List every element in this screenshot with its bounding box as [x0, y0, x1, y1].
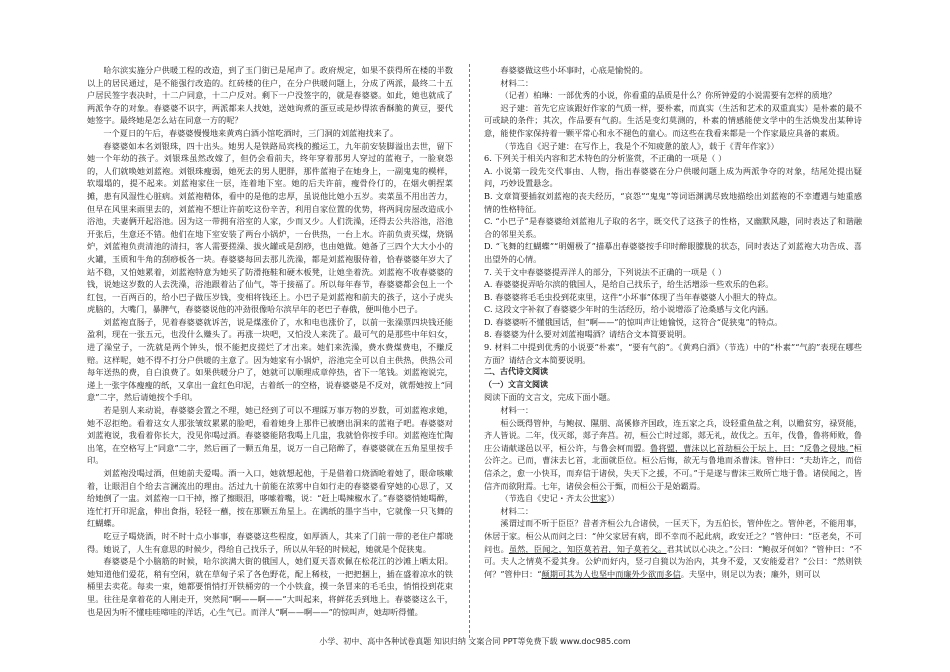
option: C. 这段文字补叙了春婆婆少年时的生活经历，给小说增添了沧桑感与文化内涵。	[484, 304, 774, 315]
underlined-sentence: 虽然，臣闻之，知臣莫若君，知子莫若父。	[508, 543, 667, 554]
page-footer: 小学、初中、高中各种试卷真题 知识归纳 文案合同 PPT等免费下载 www.doc985.com	[319, 637, 631, 646]
option: B. 文章简要插叙刘蓝袍的丧夫经历，“哀怨”“鬼鬼”等词语渊满尽致地描绘出刘蓝袍的不幸遭遇与她重感情的性格特征。	[484, 190, 862, 214]
option: D. 春婆婆听不懂俄国话，但“啊——”的惊叫声让她愉悦，这符合“促狭鬼”的特点。	[484, 316, 783, 327]
question-6: 6. 下列关于相关内容和艺术特色的分析鉴赏，不正确的一项是（ ）	[484, 153, 727, 164]
option: C. “小巴子”是春婆婆给刘蓝袍儿子取的名字，既交代了这孩子的性格，又幽默风趣，同时表达了和谐融合的邻里关系。	[484, 216, 862, 239]
right-column	[484, 64, 862, 580]
text-run: 溪谓过而不听于臣臣？昔者齐桓公九合诸侯，一匡天下，为五伯长，管仲佐之。管仲老，不能用事，休居于家。桓公从而问之曰：“仲父家居有病，即不幸而不起此病，政安迁之？”管仲曰：“臣老矣，不可问也。	[484, 518, 862, 554]
text-run: 。夫坚中，则足以为表；廉外，则可以	[680, 568, 820, 579]
underlined-sentence: 颠期可其为人也坚中而廉外少欲而多信	[541, 568, 681, 579]
body-paragraph: 哈尔滨实施分户供暖工程的改造，到了玉门街已是尾声了。政府规定，如果不获得所在楼的半数以上的居民通过，是不能强行改造的。红砖楼的住户，在分户供暖问题上，分成了两派，最终二十五户居民签字表决时，十二户同意，十二户反对。剩下一户没签字的，就是春婆婆。如此，她也就成了两派争夺的对象。春婆婆不识字，两派都来人找她，送她询煮的蛋豆或是炒得浓香酥脆的黄豆，要代她签字。最终她是怎么站在同意一方的呢？	[87, 65, 453, 126]
body-paragraph: 一个夏日的午后，春婆婆慢慢地来黄鸡白酒小馆吃酒时，三门洞的刘蓝袍找来了。	[103, 127, 399, 138]
body-paragraph: 刘蓝袍直肠子，见着春婆婆就诉苦，说是煤涨价了，水和电也涨价了，以前一张澡票四块钱还能盈利，现在一张五元，也没什么赚头了。再涨一块吧，又怕没人来洗了。最可气的是那些中年妇女，进了澡堂子，一洗就是两个钟头，恨不能把皮搓烂了才出来。她们来洗澡，费水费煤费电，不赚反赔。这样呢，她不得不打分户供暖的主意了。因为她家有小锅炉，浴池完全可以自主供热，供热公司每年送热的费，自白浪费了。如果供暖分户了，她就可以顺理成章停热，省下一笔钱。刘蓝袍说完，递上一张字体瘦瘦的纸，又拿出一盒红色印泥，古着纸一的空格，说春婆婆是不反对，就帮她按上“同意”二字，然后请她按个手印。	[87, 316, 453, 403]
body-paragraph: 刘蓝袍没喝过酒，但她前夫爱喝。酒一入口，她就想起他，于是借着口烧酒呛着她了，眼命咳嗽着，让眼泪自个给去言澜流出的理由。活过九十前能在浓雾中自如行走的春婆婆看穿她的心思了，又给她倒了一盅。刘蓝袍一口干掉，擦了擦眼泪，哆嗦着嘴，说：“赶上喝辣椒水了。”春婆婆悄她喝醉，连忙打开印泥盒，伸出食指，轻轻一蘸，按在那颗五角星上。在满纸的墨字当中，它就像一只飞舞的红蝴蝶。	[87, 468, 453, 529]
classical-text	[484, 517, 862, 580]
source-note: （节选自《迟子建：在写作上，我是个不知疲惫的旅人》，载于《青年作家》）	[500, 140, 779, 151]
column-divider	[469, 64, 470, 638]
body-paragraph: 吃豆子喝烧酒，时不时十点小事事，春婆婆这些程度，如厚酒人，其来了门前一带的老住户都晓得。她说了，人生有意思的时候少，得给自己找乐子，所以从年轻的时候起，她就是个促狭鬼。	[87, 530, 453, 554]
question-7: 7. 关于文中春婆婆提弄洋人的部分，下列说法不正确的一项是（ ）	[484, 266, 727, 277]
text-run: （节选自《史记・齐太公	[500, 493, 591, 504]
material-label: 材料二：	[500, 505, 534, 516]
classical-text	[484, 417, 862, 493]
body-paragraph: 春婆婆是个小脑筋的时候，哈尔滨满大街的俄国人，她们夏天喜欢佩在松花江的沙滩上晒太阳。她知道他们爱花，稍有空闲，就在草甸子采了各色野花，配上稀枝，一把把捆上，插在盛着凉水的铁桶里去卖花。每卖一束，她都要悄悄打开铁桶旁的一个小铁盒，摸一条冒来的毛毛虫，悄悄投到花束里。往往是拿着花的人刚走开，突然间“啊——啊——”大叫起来，将鲜花丢到地上。春婆婆这么干，也是因为听不懂哇哇啼哇的洋话，心生气已。而洋人“啊——啊——”的惊叫声，她却听得懂。	[87, 556, 453, 617]
instruction: 阅读下面的文言文，完成下面小题。	[484, 392, 616, 403]
left-column	[87, 64, 453, 618]
body-paragraph: 若是别人来动说，春婆婆会置之不理，她已经到了可以不理睬万事万物的岁数，可刘蓝袍求她，她不忍拒绝。看着这女人那张皱纹累累的脸吧，看着她身上那件已被磨出洞来的蓝袍子吧。春婆婆对刘蓝袍说，我看着你长大，没见你喝过酒。春婆婆能陪我喝上几盅，我就恰你按手印。刘蓝袍连忙陶出笔，在空格写上“同意”二字，然后画了一颗五角星，说万一自己陪醉了，春婆婆就在五角星里按手印。	[87, 405, 453, 466]
section-heading: 二、古代诗文阅读	[484, 367, 548, 377]
question-8: 8. 春婆婆为什么要对刘蓝袍喝酒？请结合文本简要说明。	[484, 329, 691, 340]
option: A. 小说第一段先交代事由、人物，指出春婆婆在分户供暖问题上成为两派争夺的对象，结尾处提出疑问，巧妙设置悬念。	[484, 165, 862, 189]
underlined-word: 世家	[590, 493, 607, 504]
source-note	[484, 492, 862, 505]
text-run: 君其试以心决之。”公曰：“鲍叔牙何如？”管仲曰：“不可。夫人之情莫不爱其身。公妒而好内，竖刁自獍以为治内，其身不爱，又安能爱君？”公曰：“然则铁何？”管仲曰：“	[484, 543, 862, 579]
underlined-sentence: 鲁将盟，曹沫以匕首劫桓公于坛上，曰：“反鲁之侵地。”	[650, 442, 854, 453]
option: D. “飞舞的红蝴蝶”“明媚极了”描摹出春婆婆按手印时醉眼朦胧的状态，同时表达了刘蓝袍大功告成、喜出望外的心情。	[484, 241, 862, 264]
interview-question: （记者）柏琳：一部优秀的小说，你看重的品质是什么？你所钟爱的小说需要有怎样的质地？	[500, 90, 837, 101]
body-paragraph: 春婆婆如本名刘银珠，四十出头。她男人是铁路局宾栈的搬运工，九年前安装脚溢出去世，留下她一个年幼的孩子。刘银珠虽然改嫁了，但仍会看前夫，终年穿着那男人穿过的蓝袍子，一脸衰怨的，人们就唤她刘蓝袍。刘银珠瘦弱，她死去的男人肥胖，那件蓝袍子在她身上，一副鬼鬼的模样，软塌塌的，提不起来。刘蓝袍家住一层，连着地下室。她的后夫许前，瘦骨伶仃的，在烟火朝捏菜摊，患有风湿性心脏病。刘蓝袍精体，看中的是他的忠厚，虽说他比她小五岁。卖菜虽不用出苦力，但早在风里来雨里去的，刘蓝袍不想让许前吃这份辛苦，利用自家位置的优势，将两间房屋改造成小浴池，夫妻俩开起浴池。因为这一带拥有浴室的人家，少而又少。人们洗澡，还得去公共浴池，浴池开张后，生意还不错。他们在地下室安装了两台小锅炉，一台供热，一台上水。许前负责买煤，烧锅炉，刘蓝袍负责清池的清扫，客人需要搓澡、拔火罐或是刮痧，也由她做。她备了三四个大大小小的火罐，玉质和牛角的刮痧板各一块。春婆婆每回去那儿洗澡，都是刘蓝袍服侍着，恰春婆婆年岁大了站不稳，又怕她累着，刘蓝袍特意为她买了防滑拖鞋和硬木板凳，让她坐着洗。刘蓝袍不收春婆婆的钱，说她这岁数的人去洗澡，浴池跟着沾了仙气，等于接福了。所以每年春节，春婆婆都会包上一个红包，一百两百的，给小巴子做压岁钱，变相将钱还上。小巴子是刘蓝袍和前夫的孩子，这小子虎头虎脑的，大嘴门，暴脾气，春婆婆说他的冲劲很像哈尔滨早年的老巴子春俄，便叫他小巴子。	[87, 140, 453, 315]
question-9: 9. 材料二中提到优秀的小说要“朴素”，“要有气韵”。《黄鸡白酒》（节选）中的“朴素”“气韵”表现在哪些方面？请结合文本简要说明。	[484, 342, 862, 365]
text-run: 》）	[606, 493, 620, 504]
body-paragraph: 春婆婆做这些小坏事时，心底是愉悦的。	[500, 65, 648, 75]
text-run: 桓公许之。已而，曹沫去匕首，北面就臣位。桓公后悔，欲无与鲁地而杀曹沫。管仲曰：“夫劫许之，而倍信杀之，愈一小快耳，而弃信于诸侯，失天下之援，不可。”于是遂与曹沫三败所亡地于鲁。诸侯闻之，皆信齐而欲附焉。七年，诸侯会桓公于甄，而桓公于是始霸焉。	[484, 442, 862, 491]
material-label: 材料二：	[500, 77, 534, 88]
option: A. 春婆婆捉弄哈尔滨的俄国人，是给自己找乐子，给生活增添一些欢乐的色彩。	[484, 279, 774, 290]
text-run: 桓公既得管仲，与鲍叔、隰朋、高傒修齐国政，连五家之兵，设轻重鱼盐之利，以赡贫穷，禄贤能，齐人皆说。二年，伐灭郯，郯子奔莒。初，桓公亡时过郯，郯无礼，故伐之。五年，伐鲁，鲁将师败，鲁庄公请献遂邑以平，桓公许，与鲁会柯而盟。	[484, 417, 862, 453]
option: B. 春婆婆将毛毛虫投到花束里，这件“小坏事”体现了当年春婆婆人小胆大的特点。	[484, 291, 782, 302]
interview-answer: 迟子建：首先它应该跟好作家的气质一样，要朴素，而真实（生活和艺术的双重真实）是朴素的最不可或缺的条件；其次，作品要有气韵。生活是变幻莫测的，朴素的情感能使文学中的生活焕发出某种诗意，能使作家保持着一颗平常心和永不褪色的童心。而这些在我看来都是一个作家最应具备的素质。	[484, 102, 862, 138]
subsection-heading: （一）文言文阅读	[484, 379, 548, 389]
material-label: 材料一：	[500, 405, 534, 416]
